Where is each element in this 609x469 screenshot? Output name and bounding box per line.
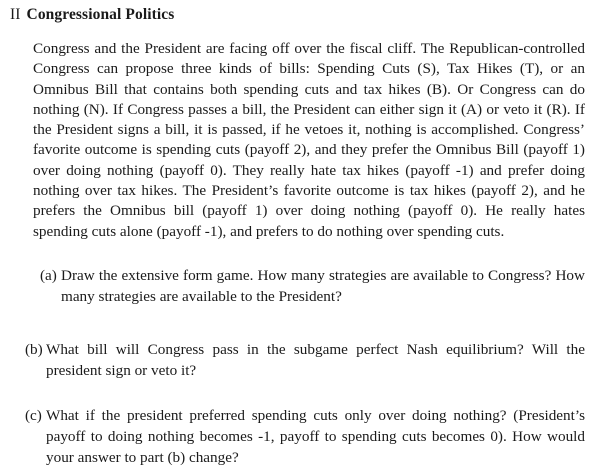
question-a bbox=[40, 265, 585, 307]
question-b bbox=[25, 339, 585, 381]
section-number: II bbox=[10, 6, 21, 23]
question-c bbox=[25, 405, 585, 468]
question-text: Draw the extensive form game. How many strategies are available to Congress? How many strategies are available to the President? bbox=[61, 267, 585, 305]
question-label: (a) bbox=[40, 267, 57, 284]
question-text: What if the president preferred spending cuts only over doing nothing? (President’s payoff to doing nothing becomes -1, payoff to spending cuts becomes 0). How would your answer to part (b) change? bbox=[46, 407, 585, 466]
question-label: (c) bbox=[25, 407, 42, 424]
question-text: What bill will Congress pass in the subgame perfect Nash equilibrium? Will the president sign or veto it? bbox=[46, 341, 585, 379]
intro-paragraph: Congress and the President are facing off over the fiscal cliff. The Republican-controlled Congress can propose three kinds of bills: Spending Cuts (S), Tax Hikes (T), or an Omnibus Bill that contains both spending cuts and tax hikes (B). Or Congress can do nothing (N). If Congress passes a bill, the President can either sign it (A) or veto it (R). If the President signs a bill, it is passed, if he vetoes it, nothing is accomplished. Congress’ favorite outcome is spending cuts (payoff 2), and they prefer the Omnibus Bill (payoff 1) over doing nothing (payoff 0). They really hate tax hikes (payoff -1) and prefer doing nothing over tax hikes. The President’s favorite outcome is tax hikes (payoff 2), and he prefers the Omnibus bill (payoff 1) over doing nothing (payoff 0). He really hates spending cuts alone (payoff -1), and prefers to do nothing over spending cuts. bbox=[33, 40, 585, 240]
section-title: Congressional Politics bbox=[26, 6, 175, 23]
question-label: (b) bbox=[25, 341, 43, 358]
section-heading bbox=[10, 6, 174, 24]
